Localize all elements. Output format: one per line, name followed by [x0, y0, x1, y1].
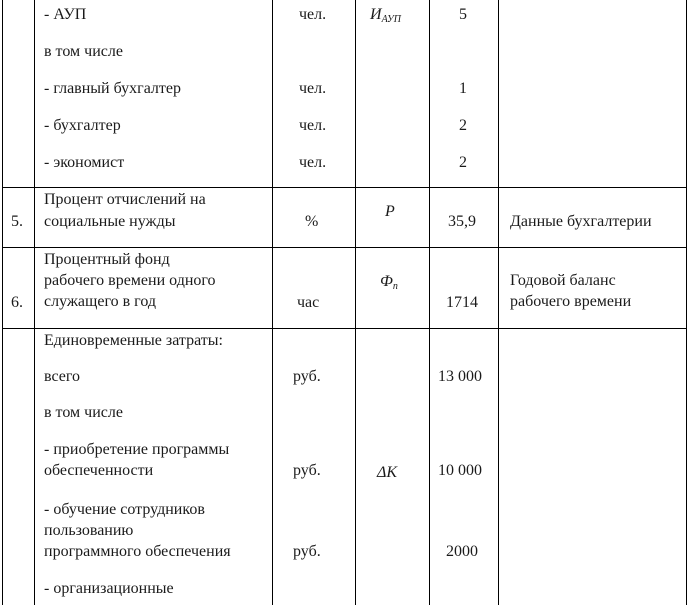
row-divider	[2, 187, 687, 188]
row-source: Данные бухгалтерии	[510, 213, 652, 230]
table-border-left	[2, 0, 3, 605]
row-symbol: $И_{АУП}$	[370, 6, 401, 25]
row-unit: руб.	[293, 368, 321, 385]
row-unit: чел.	[299, 154, 327, 171]
row-source: рабочего времени	[510, 293, 632, 310]
table-border-right	[686, 0, 687, 605]
row-divider	[2, 247, 687, 248]
row-label: в том числе	[44, 43, 123, 60]
row-label: - экономист	[44, 154, 125, 171]
row-label: Процентный фонд	[44, 251, 170, 268]
row-unit: час	[297, 294, 320, 311]
row-value: 10 000	[438, 462, 482, 479]
row-value: 35,9	[448, 213, 476, 230]
row-label: - бухгалтер	[44, 117, 121, 134]
row-unit: чел.	[299, 6, 327, 23]
row-symbol: P	[385, 203, 395, 220]
row-source: Годовой баланс	[510, 272, 616, 289]
row-label: социальные нужды	[44, 213, 176, 230]
row-label: рабочего времени одного	[44, 272, 216, 289]
row-unit: чел.	[299, 80, 327, 97]
row-label: - обучение сотрудников	[44, 501, 205, 518]
row-label: Единовременные затраты:	[44, 332, 223, 349]
row-value: 2	[459, 117, 467, 134]
row-label: пользованию	[44, 522, 134, 539]
row-divider	[2, 328, 687, 329]
row-value: 2	[459, 154, 467, 171]
row-symbol: $Ф_п$	[380, 273, 398, 292]
row-value: 1	[459, 80, 467, 97]
row-label: - главный бухгалтер	[44, 80, 182, 97]
row-value: 5	[459, 6, 467, 23]
row-number: 5.	[11, 213, 23, 230]
row-unit: руб.	[293, 543, 321, 560]
row-value: 1714	[446, 294, 478, 311]
row-label: в том числе	[44, 404, 123, 421]
row-label: Процент отчислений на	[44, 191, 206, 208]
row-label: - АУП	[44, 6, 87, 23]
column-divider-1	[34, 0, 35, 605]
row-label: - приобретение программы	[44, 441, 230, 458]
row-unit: руб.	[293, 462, 321, 479]
row-label: программного обеспечения	[44, 543, 231, 560]
column-divider-2	[272, 0, 273, 605]
column-divider-4	[429, 0, 430, 605]
row-value: 2000	[446, 543, 478, 560]
row-number: 6.	[11, 294, 23, 311]
row-label: всего	[44, 368, 81, 385]
row-label: - организационные	[44, 580, 174, 597]
row-unit: %	[305, 213, 319, 230]
row-label: обеспеченности	[44, 462, 154, 479]
row-label: служащего в год	[44, 293, 157, 310]
row-value: 13 000	[438, 368, 482, 385]
row-unit: чел.	[299, 117, 327, 134]
column-divider-5	[498, 0, 499, 605]
row-symbol: ΔK	[377, 464, 398, 481]
column-divider-3	[355, 0, 356, 605]
